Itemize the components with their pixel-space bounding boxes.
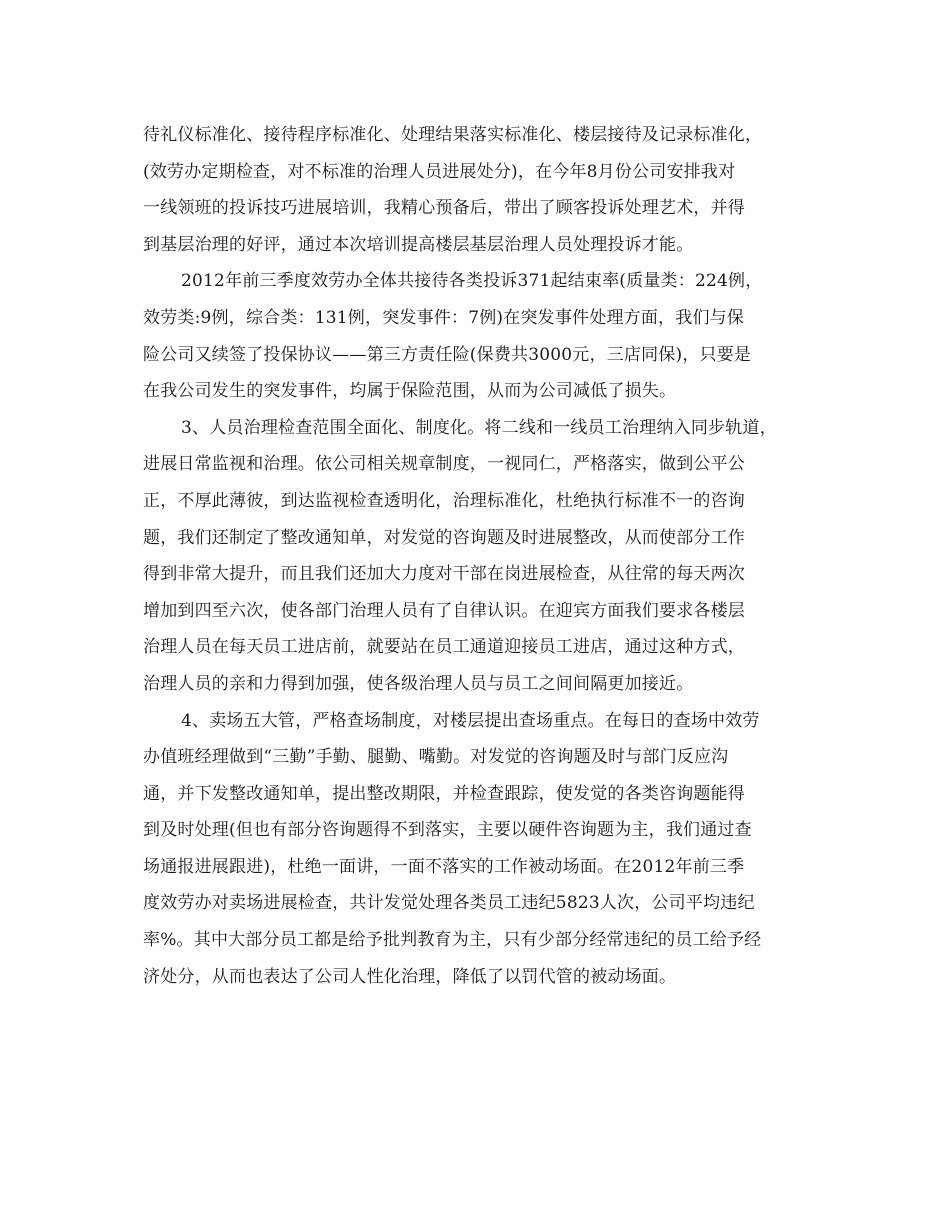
text-line: 治理人员在每天员工进店前，就要站在员工通道迎接员工进店，通过这种方式， (143, 637, 745, 658)
text-line: 待礼仪标准化、接待程序标准化、处理结果落实标准化、楼层接待及记录标准化， (143, 125, 763, 145)
text-line: 济处分，从而也表达了公司人性化治理，降低了以罚代管的被动场面。 (143, 966, 677, 987)
text-line: 增加到四至六次，使各部门治理人员有了自律认识。在迎宾方面我们要求各楼层 (143, 600, 745, 621)
text-line: 4、卖场五大管，严格查场制度，对楼层提出查场重点。在每日的查场中效劳 (181, 710, 760, 731)
text-line: 进展日常监视和治理。依公司相关规章制度，一视同仁，严格落实，做到公平公 (143, 454, 745, 475)
text-line: 通，并下发整改通知单，提出整改期限，并检查跟踪，使发觉的各类咨询题能得 (143, 783, 745, 804)
text-line: 在我公司发生的突发事件，均属于保险范围，从而为公司减低了损失。 (143, 381, 677, 402)
paragraph-3 (143, 410, 823, 703)
document-body (143, 117, 823, 995)
text-line: 3、人员治理检查范围全面化、制度化。将二线和一线员工治理纳入同步轨道， (181, 417, 777, 438)
text-line: 效劳类:9例，综合类：131例，突发事件：7例)在突发事件处理方面，我们与保 (143, 307, 745, 328)
text-line: 率%。其中大部分员工都是给予批判教育为主，只有少部分经常违纪的员工给予经 (143, 930, 762, 951)
text-line: (效劳办定期检查，对不标准的治理人员进展处分)，在今年8月份公司安排我对 (143, 161, 736, 182)
text-line: 2012年前三季度效劳办全体共接待各类投诉371起结束率(质量类：224例， (181, 271, 763, 292)
paragraph-4 (143, 703, 823, 996)
text-line: 场通报进展跟进)，杜绝一面讲，一面不落实的工作被动场面。在2012年前三季 (143, 856, 745, 877)
text-line: 办值班经理做到“三勤”手勤、腿勤、嘴勤。对发觉的咨询题及时与部门反应沟 (143, 747, 729, 768)
text-line: 治理人员的亲和力得到加强，使各级治理人员与员工之间间隔更加接近。 (143, 673, 694, 694)
paragraph-1 (143, 117, 823, 263)
text-line: 到基层治理的好评，通过本次培训提高楼层基层治理人员处理投诉才能。 (143, 234, 694, 255)
paragraph-2 (143, 263, 823, 409)
text-line: 度效劳办对卖场进展检查，共计发觉处理各类员工违纪5823人次，公司平均违纪 (143, 893, 755, 914)
text-line: 正，不厚此薄彼，到达监视检查透明化，治理标准化，杜绝执行标准不一的咨询 (143, 490, 745, 511)
text-line: 到及时处理(但也有部分咨询题得不到落实，主要以硬件咨询题为主，我们通过查 (143, 820, 752, 841)
text-line: 险公司又续签了投保协议——第三方责任险(保费共3000元，三店同保)，只要是 (143, 344, 752, 365)
text-line: 一线领班的投诉技巧进展培训，我精心预备后，带出了顾客投诉处理艺术，并得 (143, 198, 745, 219)
text-line: 题，我们还制定了整改通知单，对发觉的咨询题及时进展整改，从而使部分工作 (143, 527, 745, 548)
text-line: 得到非常大提升，而且我们还加大力度对干部在岗进展检查，从往常的每天两次 (143, 564, 745, 585)
